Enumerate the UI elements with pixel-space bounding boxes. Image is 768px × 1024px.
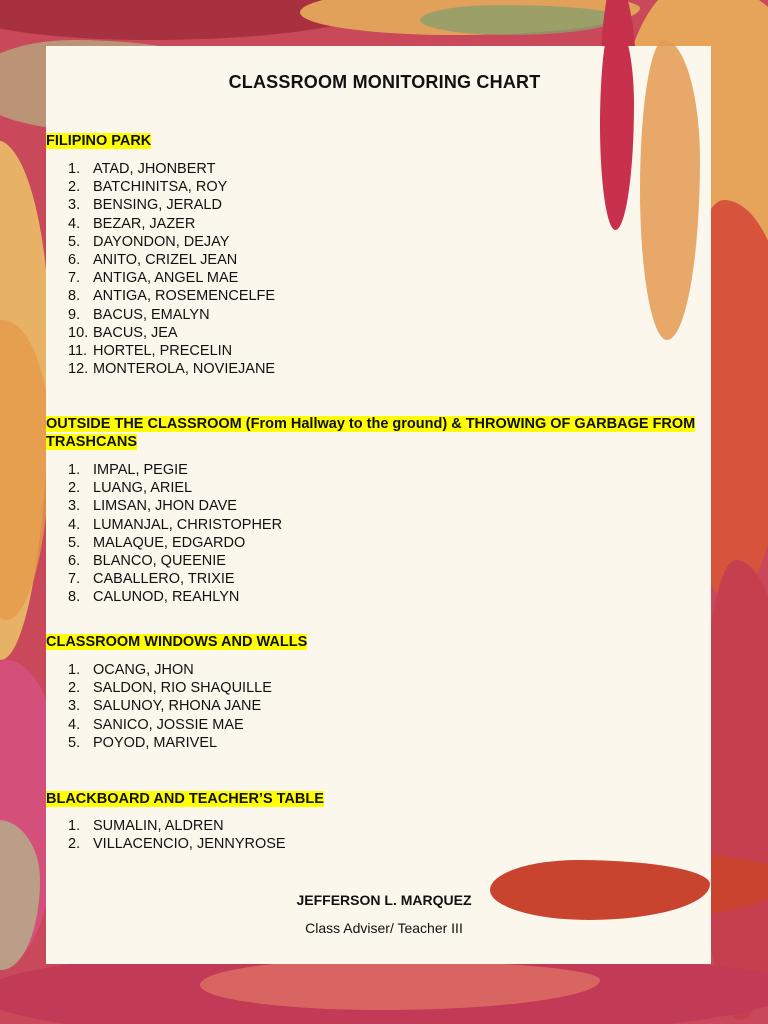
list-item-number: 1.: [68, 161, 81, 177]
list-item: [46, 306, 275, 324]
section-heading-windows-walls: CLASSROOM WINDOWS AND WALLS: [46, 634, 308, 650]
list-item-number: 8.: [68, 288, 81, 305]
list-item-name: SALUNOY, RHONA JANE: [93, 698, 262, 715]
list-item: [46, 588, 282, 606]
list-item-number: 7.: [68, 571, 81, 588]
list-item: [46, 360, 275, 378]
list-item: [46, 251, 275, 269]
signatory-name: JEFFERSON L. MARQUEZ: [296, 892, 472, 908]
list-item-name: BLANCO, QUEENIE: [93, 553, 226, 570]
list-item: [46, 287, 275, 305]
list-item: [46, 570, 282, 588]
list-item-name: LIMSAN, JHON DAVE: [93, 498, 237, 515]
list-item: [46, 552, 282, 570]
list-item: [46, 324, 275, 342]
list-item-number: 8.: [68, 589, 81, 606]
list-item-number: 6.: [68, 252, 81, 269]
document-title: CLASSROOM MONITORING CHART: [228, 72, 541, 92]
list-item: [46, 160, 275, 178]
list-item: [46, 461, 282, 479]
section-heading-blackboard-table: BLACKBOARD AND TEACHER’S TABLE: [46, 791, 324, 807]
list-item-number: 3.: [68, 197, 81, 214]
list-item-name: VILLACENCIO, JENNYROSE: [93, 836, 286, 853]
list-item-name: MALAQUE, EDGARDO: [93, 534, 246, 551]
list-item: [46, 215, 275, 233]
list-item-name: IMPAL, PEGIE: [93, 462, 188, 478]
list-item-name: ANTIGA, ROSEMENCELFE: [93, 288, 276, 305]
list-item-name: BEZAR, JAZER: [93, 215, 196, 232]
list-item: [46, 697, 272, 715]
list-item-number: 2.: [68, 680, 81, 697]
list-item-name: ANITO, CRIZEL JEAN: [93, 252, 238, 269]
section-heading-filipino-park: FILIPINO PARK: [46, 133, 152, 149]
list-item-name: HORTEL, PRECELIN: [93, 343, 233, 360]
list-item: [46, 233, 275, 251]
list-item-number: 10.: [68, 324, 89, 341]
list-item-number: 5.: [68, 534, 81, 551]
list-item: [46, 178, 275, 196]
list-item-number: 2.: [68, 836, 81, 853]
list-item-name: ANTIGA, ANGEL MAE: [93, 270, 239, 287]
list-item-name: BATCHINITSA, ROY: [93, 179, 228, 196]
section-list-blackboard-table: [46, 817, 286, 853]
list-item: [46, 835, 286, 853]
list-item-name: BACUS, EMALYN: [93, 306, 210, 323]
section-list-filipino-park: [46, 160, 275, 378]
list-item-number: 4.: [68, 716, 81, 733]
list-item-number: 11.: [68, 343, 88, 360]
list-item-number: 2.: [68, 179, 81, 196]
section-list-windows-walls: [46, 661, 272, 752]
list-item-number: 4.: [68, 516, 81, 533]
list-item-name: OCANG, JHON: [93, 662, 194, 678]
section-list-outside-classroom: [46, 461, 282, 607]
list-item-number: 5.: [68, 233, 81, 250]
list-item: [46, 497, 282, 515]
list-item: [46, 534, 282, 552]
list-item: [46, 817, 286, 835]
section-heading-outside-classroom: OUTSIDE THE CLASSROOM (From Hallway to the ground) & THROWING OF GARBAGE FROM TRASHCANS: [46, 416, 696, 450]
list-item-name: MONTEROLA, NOVIEJANE: [93, 361, 276, 378]
list-item-name: BENSING, JERALD: [93, 197, 222, 214]
list-item-number: 3.: [68, 498, 81, 515]
list-item-name: SALDON, RIO SHAQUILLE: [93, 680, 272, 697]
list-item-number: 4.: [68, 215, 81, 232]
list-item-name: CALUNOD, REAHLYN: [93, 589, 240, 606]
list-item-name: LUMANJAL, CHRISTOPHER: [93, 516, 283, 533]
list-item: [46, 342, 275, 360]
signatory-position: Class Adviser/ Teacher III: [305, 920, 463, 936]
list-item-number: 6.: [68, 553, 81, 570]
list-item: [46, 516, 282, 534]
list-item-name: SANICO, JOSSIE MAE: [93, 716, 244, 733]
list-item: [46, 679, 272, 697]
list-item-number: 9.: [68, 306, 81, 323]
list-item-number: 7.: [68, 270, 81, 287]
list-item-number: 5.: [68, 734, 81, 751]
list-item: [46, 196, 275, 214]
list-item-name: DAYONDON, DEJAY: [93, 233, 230, 250]
list-item-number: 2.: [68, 480, 81, 497]
list-item: [46, 479, 282, 497]
list-item-number: 1.: [68, 818, 81, 834]
list-item-name: LUANG, ARIEL: [93, 480, 193, 497]
list-item-number: 1.: [68, 662, 81, 678]
list-item-name: SUMALIN, ALDREN: [93, 818, 224, 834]
list-item-name: CABALLERO, TRIXIE: [93, 571, 235, 588]
list-item-number: 3.: [68, 698, 81, 715]
list-item: [46, 734, 272, 752]
list-item-number: 12.: [68, 361, 89, 378]
list-item-number: 1.: [68, 462, 81, 478]
list-item-name: POYOD, MARIVEL: [93, 734, 218, 751]
list-item: [46, 716, 272, 734]
list-item: [46, 661, 272, 679]
list-item-name: ATAD, JHONBERT: [93, 161, 216, 177]
list-item: [46, 269, 275, 287]
document-content: [46, 46, 711, 964]
list-item-name: BACUS, JEA: [93, 324, 178, 341]
